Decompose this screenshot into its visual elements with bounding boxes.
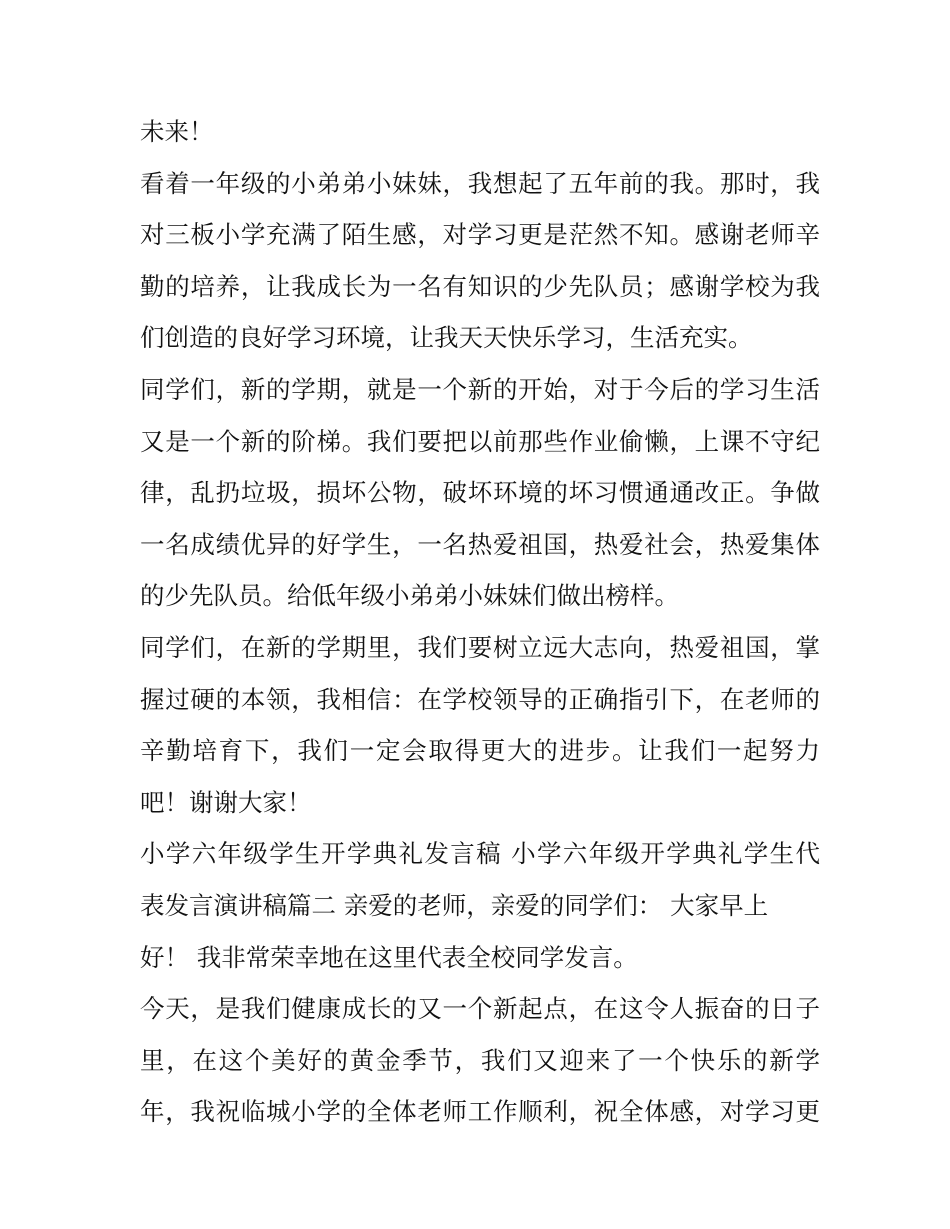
- text-line-17: 好！ 我非常荣幸地在这里代表全校同学发言。: [140, 942, 638, 972]
- text-line-7: 又是一个新的阶梯。我们要把以前那些作业偷懒，上课不守纪: [140, 426, 820, 456]
- text-line-2: 看着一年级的小弟弟小妹妹，我想起了五年前的我。那时，我: [140, 168, 820, 198]
- text-line-6: 同学们，新的学期，就是一个新的开始，对于今后的学习生活: [140, 374, 820, 404]
- text-line-19: 里，在这个美好的黄金季节，我们又迎来了一个快乐的新学: [140, 1045, 820, 1075]
- text-line-18: 今天，是我们健康成长的又一个新起点，在这令人振奋的日子: [140, 994, 820, 1024]
- text-line-14: 吧！谢谢大家！: [140, 787, 312, 817]
- text-line-12: 握过硬的本领，我相信：在学校领导的正确指引下，在老师的: [140, 684, 820, 714]
- text-line-3: 对三板小学充满了陌生感，对学习更是茫然不知。感谢老师辛: [140, 220, 820, 250]
- text-line-13: 辛勤培育下，我们一定会取得更大的进步。让我们一起努力: [140, 736, 820, 766]
- text-line-5: 们创造的良好学习环境，让我天天快乐学习，生活充实。: [140, 323, 753, 353]
- text-line-20: 年，我祝临城小学的全体老师工作顺利，祝全体感，对学习更: [140, 1097, 820, 1127]
- text-line-16: 表发言演讲稿篇二 亲爱的老师，亲爱的同学们： 大家早上: [140, 890, 769, 920]
- text-line-15: 小学六年级学生开学典礼发言稿 小学六年级开学典礼学生代: [140, 839, 820, 869]
- text-line-4: 勤的培养，让我成长为一名有知识的少先队员；感谢学校为我: [140, 271, 820, 301]
- document-body: [140, 106, 820, 1138]
- text-line-1: 未来！: [140, 117, 214, 146]
- text-line-8: 律，乱扔垃圾，损坏公物，破坏环境的坏习惯通通改正。争做: [140, 478, 820, 508]
- text-line-10: 的少先队员。给低年级小弟弟小妹妹们做出榜样。: [140, 581, 679, 611]
- text-line-9: 一名成绩优异的好学生，一名热爱祖国，热爱社会，热爱集体: [140, 529, 820, 559]
- text-line-11: 同学们，在新的学期里，我们要树立远大志向，热爱祖国，掌: [140, 632, 820, 662]
